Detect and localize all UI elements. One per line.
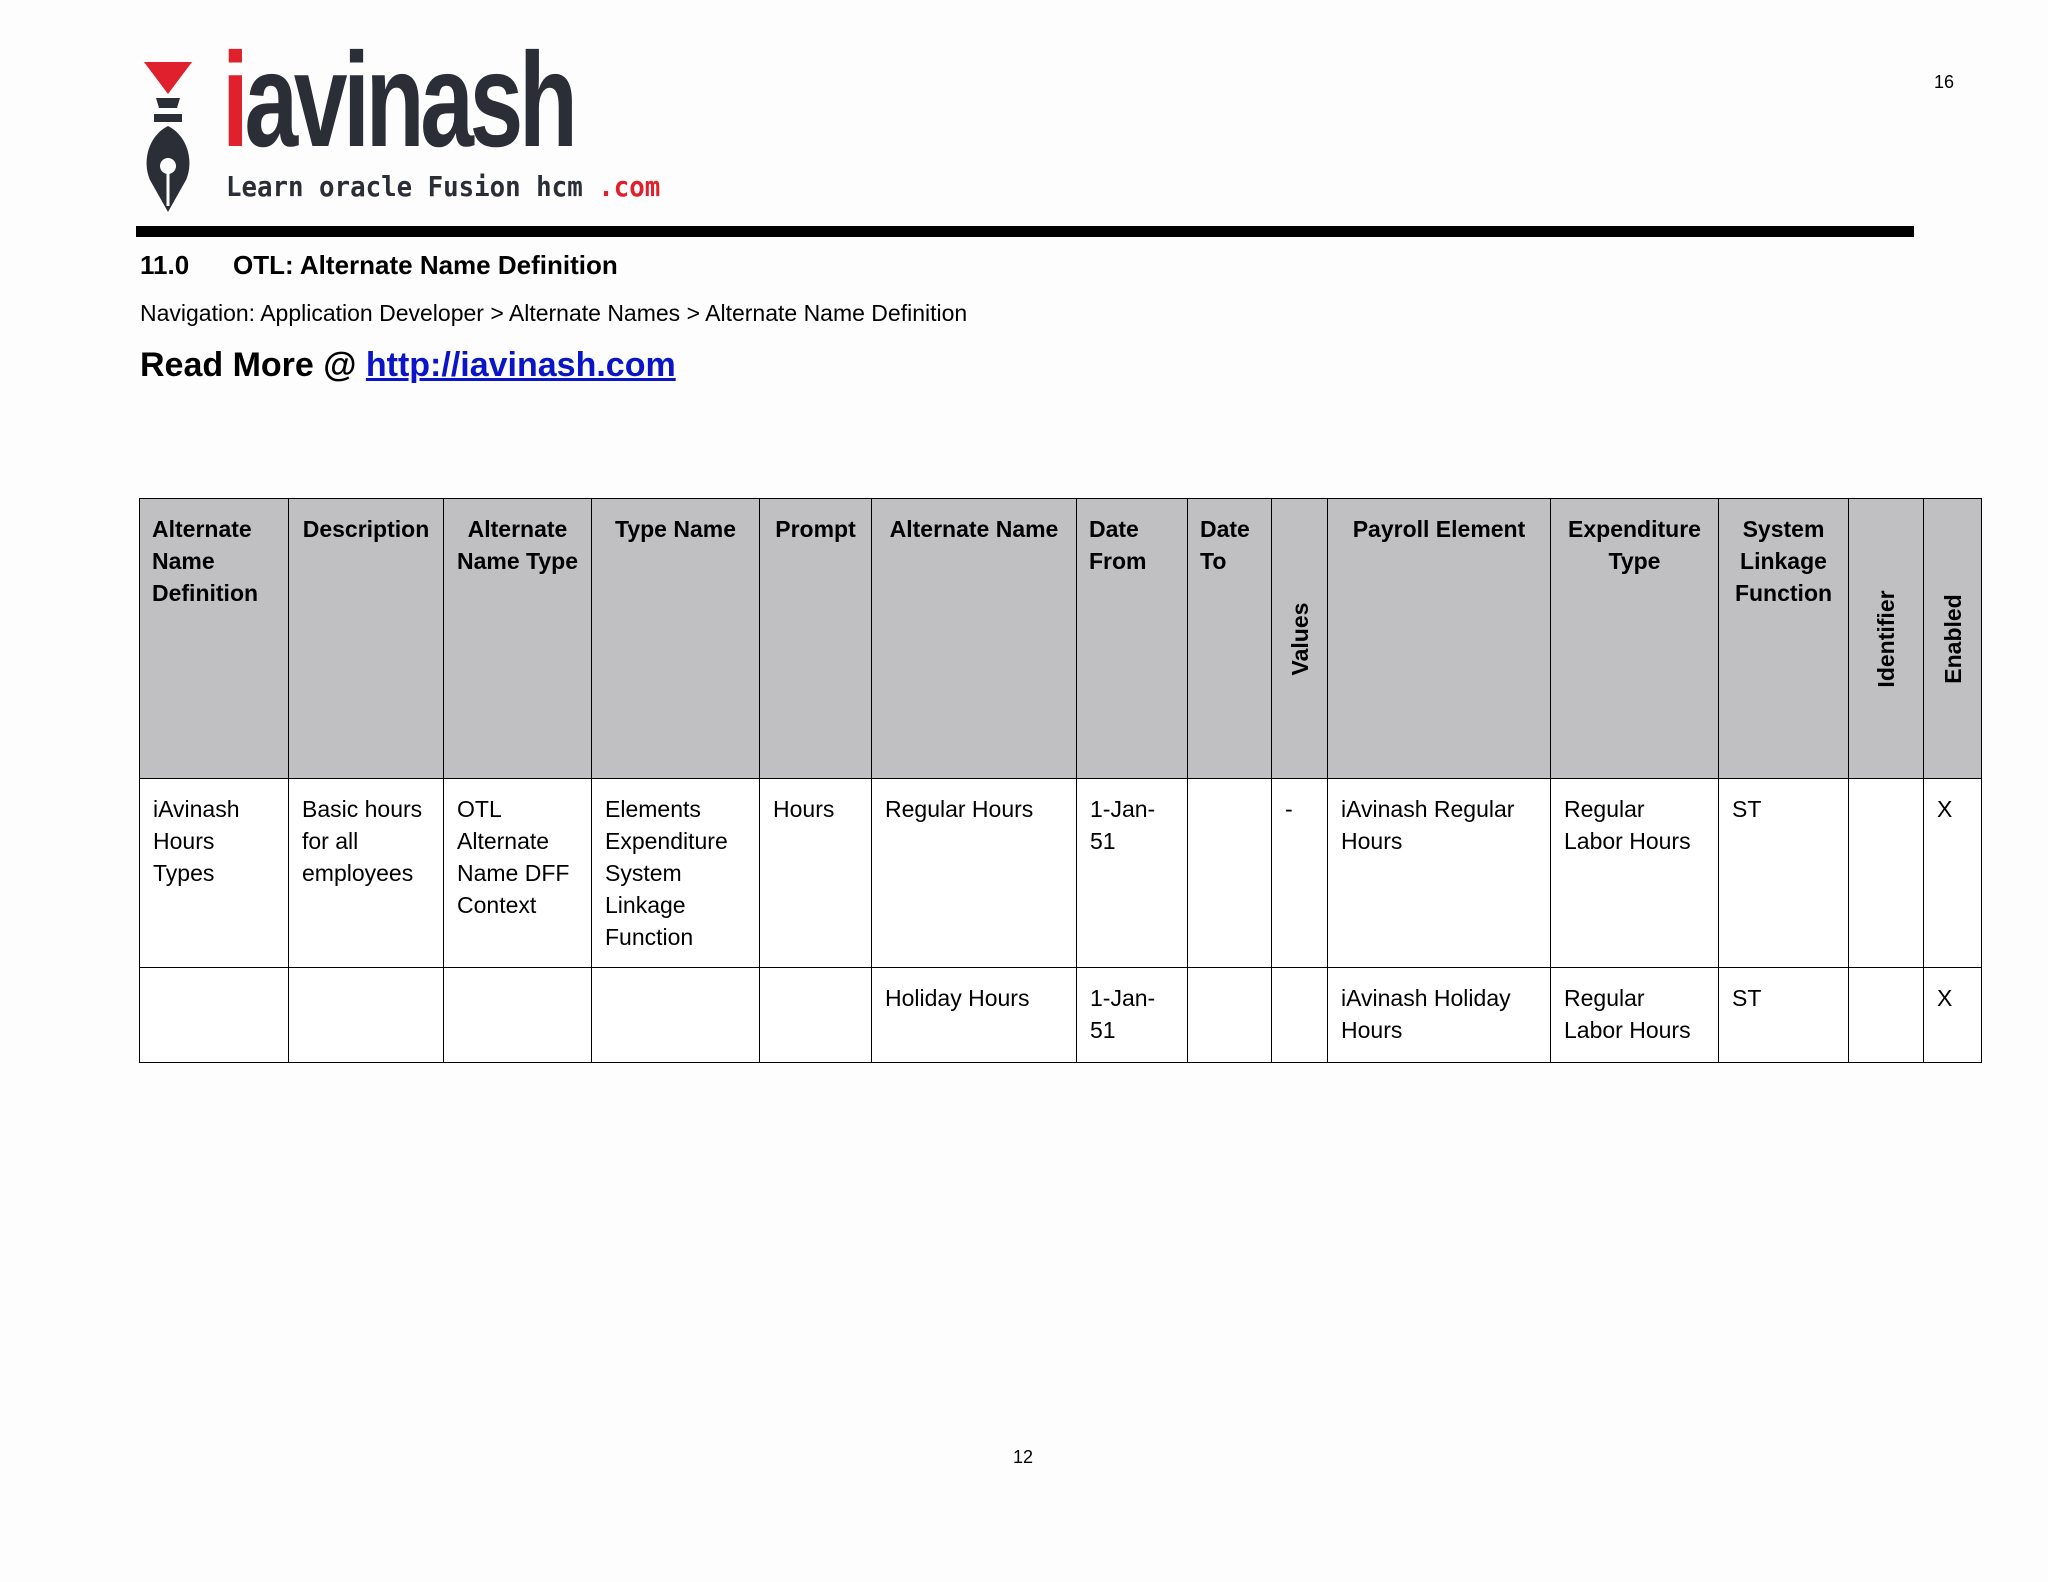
cell-prompt: Hours xyxy=(760,779,872,968)
cell-system-linkage-function: ST xyxy=(1719,968,1849,1063)
header-page-number: 16 xyxy=(1934,72,1955,92)
col-alternate-name-definition: Alternate Name Definition xyxy=(140,499,289,779)
cell-date-from: 1-Jan-51 xyxy=(1077,968,1188,1063)
col-identifier xyxy=(1849,499,1924,779)
section-heading xyxy=(140,250,618,281)
col-values-label: Values xyxy=(1286,602,1313,675)
col-prompt: Prompt xyxy=(760,499,872,779)
footer-page-number: 12 xyxy=(1013,1447,1034,1467)
cell-prompt xyxy=(760,968,872,1063)
cell-expenditure-type: Regular Labor Hours xyxy=(1551,968,1719,1063)
col-alternate-name-type: Alternate Name Type xyxy=(444,499,592,779)
cell-payroll-element: iAvinash Holiday Hours xyxy=(1328,968,1551,1063)
cell-identifier xyxy=(1849,779,1924,968)
logo-wordmark: iavinash xyxy=(222,26,574,175)
cell-system-linkage-function: ST xyxy=(1719,779,1849,968)
cell-alternate-name-type: OTL Alternate Name DFF Context xyxy=(444,779,592,968)
cell-description: Basic hours for all employees xyxy=(289,779,444,968)
col-values xyxy=(1272,499,1328,779)
col-enabled xyxy=(1924,499,1982,779)
cell-alternate-name: Holiday Hours xyxy=(872,968,1077,1063)
logo-tagline: Learn oracle Fusion hcm .com xyxy=(226,170,661,203)
read-more-label: Read More @ xyxy=(140,346,366,384)
cell-enabled: X xyxy=(1924,968,1982,1063)
iavinash-logo xyxy=(138,26,661,218)
col-date-to: Date To xyxy=(1188,499,1272,779)
read-more-link[interactable]: http://iavinash.com xyxy=(365,346,676,384)
col-description: Description xyxy=(289,499,444,779)
section-title: OTL: Alternate Name Definition xyxy=(233,250,618,280)
cell-alternate-name-type xyxy=(444,968,592,1063)
cell-date-from: 1-Jan-51 xyxy=(1077,779,1188,968)
cell-type-name xyxy=(592,968,760,1063)
cell-description xyxy=(289,968,444,1063)
table-header-row xyxy=(140,499,1982,779)
cell-identifier xyxy=(1849,968,1924,1063)
table-row xyxy=(140,779,1982,968)
cell-values: - xyxy=(1272,779,1328,968)
cell-type-name: Elements Expenditure System Linkage Function xyxy=(592,779,760,968)
header-rule xyxy=(136,226,1914,237)
read-more xyxy=(140,346,676,385)
cell-expenditure-type: Regular Labor Hours xyxy=(1551,779,1719,968)
col-expenditure-type: Expenditure Type xyxy=(1551,499,1719,779)
cell-enabled: X xyxy=(1924,779,1982,968)
alternate-name-table xyxy=(139,498,1982,1063)
table-row xyxy=(140,968,1982,1063)
col-enabled-label: Enabled xyxy=(1939,593,1966,684)
col-system-linkage-function: System Linkage Function xyxy=(1719,499,1849,779)
section-number: 11.0 xyxy=(140,250,190,280)
col-type-name: Type Name xyxy=(592,499,760,779)
col-payroll-element: Payroll Element xyxy=(1328,499,1551,779)
cell-date-to xyxy=(1188,968,1272,1063)
cell-date-to xyxy=(1188,779,1272,968)
cell-alternate-name-definition xyxy=(140,968,289,1063)
col-alternate-name: Alternate Name xyxy=(872,499,1077,779)
navigation-path: Navigation: Application Developer > Alternate Names > Alternate Name Definition xyxy=(140,300,968,326)
cell-payroll-element: iAvinash Regular Hours xyxy=(1328,779,1551,968)
col-identifier-label: Identifier xyxy=(1873,589,1899,688)
fountain-pen-nib-icon xyxy=(138,54,198,214)
cell-alternate-name-definition: iAvinash Hours Types xyxy=(140,779,289,968)
cell-values xyxy=(1272,968,1328,1063)
cell-alternate-name: Regular Hours xyxy=(872,779,1077,968)
col-date-from: Date From xyxy=(1077,499,1188,779)
